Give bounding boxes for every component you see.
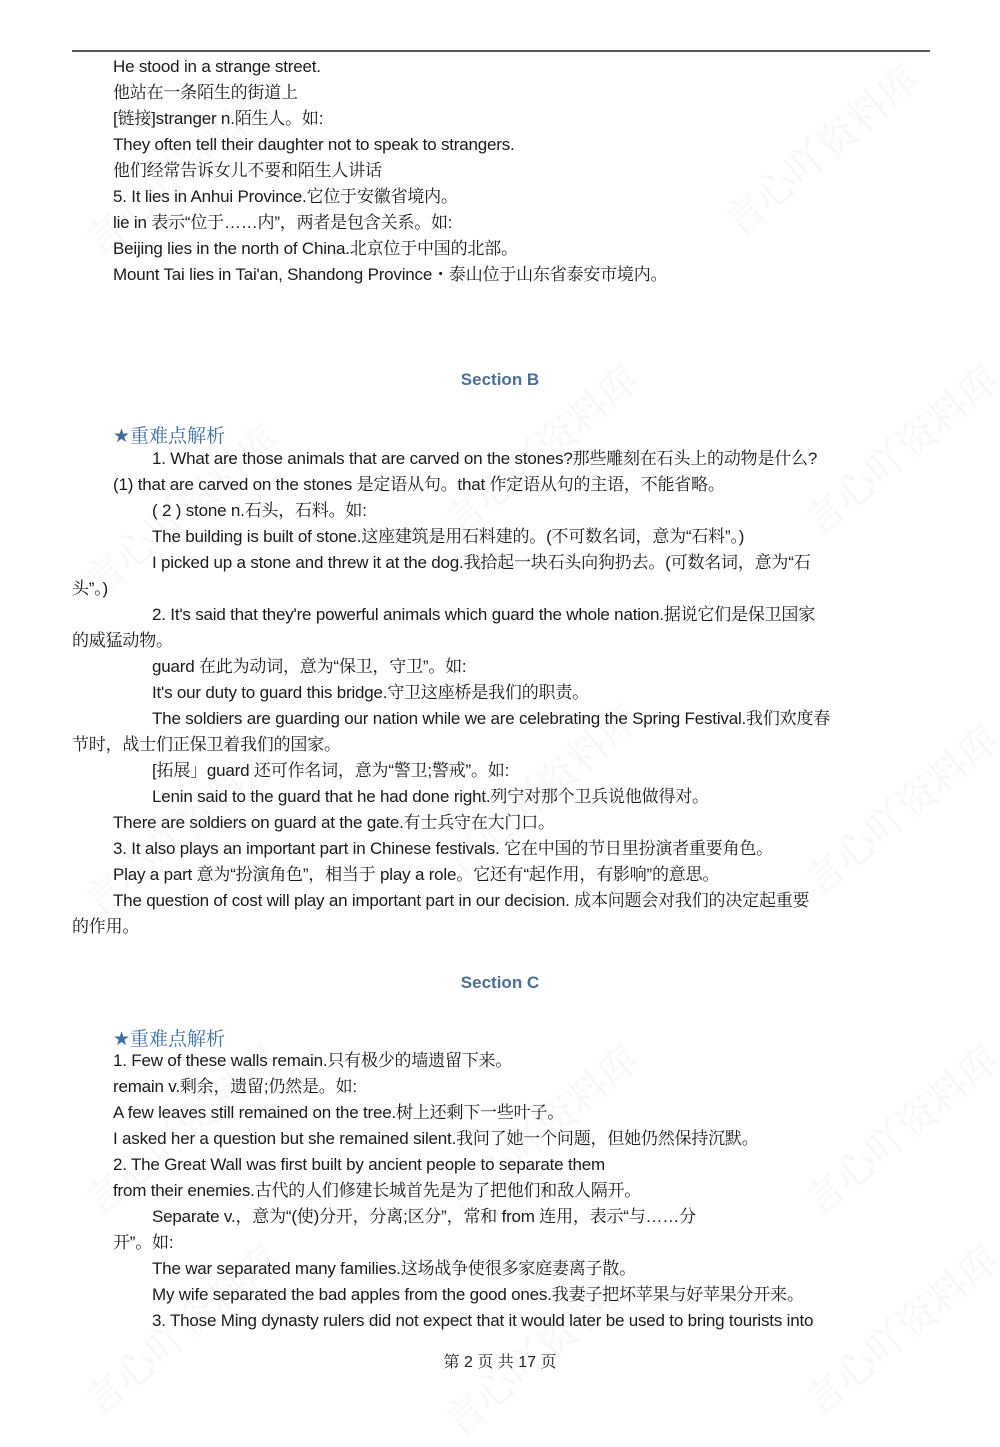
text-line: 头”。) — [72, 579, 109, 598]
section-b-heading: ★重难点解析 — [113, 426, 226, 447]
section-b-title: Section B — [460, 370, 540, 389]
text-line: Mount Tai lies in Tai'an, Shandong Province・泰山位于山东省泰安市境内。 — [113, 265, 668, 284]
text-line: He stood in a strange street. — [113, 57, 321, 76]
section-c-heading: ★重难点解析 — [113, 1029, 226, 1050]
text-line: 1. Few of these walls remain.只有极少的墙遗留下来。 — [113, 1051, 513, 1070]
text-line: 的威猛动物。 — [72, 631, 173, 650]
text-line: 开”。如: — [113, 1233, 174, 1252]
text-line: They often tell their daughter not to speak to strangers. — [113, 135, 515, 154]
text-line: 他站在一条陌生的街道上 — [113, 83, 298, 102]
text-line: I picked up a stone and threw it at the dog.我拾起一块石头向狗扔去。(可数名词，意为“石 — [152, 553, 811, 572]
text-line: The soldiers are guarding our nation while we are celebrating the Spring Festival.我们欢度春 — [152, 709, 831, 728]
text-line: I asked her a question but she remained silent.我问了她一个问题，但她仍然保持沉默。 — [113, 1129, 759, 1148]
text-line: 节时，战士们正保卫着我们的国家。 — [72, 735, 341, 754]
text-line: Lenin said to the guard that he had done right.列宁对那个卫兵说他做得对。 — [152, 787, 709, 806]
text-line: ( 2 ) stone n.石头，石料。如: — [152, 501, 367, 520]
text-line: 2. The Great Wall was first built by ancient people to separate them — [113, 1155, 605, 1174]
text-line: The building is built of stone.这座建筑是用石料建的。(不可数名词，意为“石料”。) — [152, 527, 745, 546]
watermark-text — [790, 710, 1000, 908]
text-line: The war separated many families.这场战争使很多家庭妻离子散。 — [152, 1259, 636, 1278]
text-line: lie in 表示“位于……内”，两者是包含关系。如: — [113, 213, 453, 232]
text-line: Beijing lies in the north of China.北京位于中国的北部。 — [113, 239, 518, 258]
text-line: 1. What are those animals that are carved on the stones?那些雕刻在石头上的动物是什么? — [152, 449, 818, 468]
watermark-text — [710, 50, 930, 248]
section-c-title: Section C — [460, 973, 540, 992]
text-line: (1) that are carved on the stones 是定语从句。that 作定语从句的主语，不能省略。 — [113, 475, 725, 494]
text-line: 3. It also plays an important part in Chinese festivals. 它在中国的节日里扮演者重要角色。 — [113, 839, 773, 858]
text-line: The question of cost will play an important part in our decision. 成本问题会对我们的决定起重要 — [113, 891, 810, 910]
watermark-text — [790, 1230, 1000, 1428]
text-line: There are soldiers on guard at the gate.有士兵守在大门口。 — [113, 813, 555, 832]
text-line: guard 在此为动词，意为“保卫，守卫”。如: — [152, 657, 467, 676]
text-line: Separate v.，意为“(使)分开，分离;区分”，常和 from 连用，表示“与……分 — [152, 1207, 696, 1226]
text-line: remain v.剩余，遗留;仍然是。如: — [113, 1077, 357, 1096]
text-line: 2. It's said that they're powerful animals which guard the whole nation.据说它们是保卫国家 — [152, 605, 816, 624]
text-line: A few leaves still remained on the tree.树上还剩下一些叶子。 — [113, 1103, 565, 1122]
text-line: 他们经常告诉女儿不要和陌生人讲话 — [113, 161, 382, 180]
text-line: My wife separated the bad apples from the good ones.我妻子把坏苹果与好苹果分开来。 — [152, 1285, 804, 1304]
page-number-footer: 第 2 页 共 17 页 — [443, 1354, 557, 1371]
text-line: 5. It lies in Anhui Province.它位于安徽省境内。 — [113, 187, 458, 206]
text-line: 的作用。 — [72, 917, 140, 936]
text-line: 3. Those Ming dynasty rulers did not expect that it would later be used to bring tourists into — [152, 1311, 814, 1330]
text-line: It's our duty to guard this bridge.守卫这座桥是我们的职责。 — [152, 683, 589, 702]
text-line: Play a part 意为“扮演角色”，相当于 play a role。它还有“起作用，有影响”的意思。 — [113, 865, 720, 884]
text-line: [拓展」guard 还可作名词，意为“警卫;警戒”。如: — [152, 761, 510, 780]
text-line: [链接]stranger n.陌生人。如: — [113, 109, 324, 128]
header-rule — [72, 50, 930, 52]
watermark-text — [790, 1030, 1000, 1228]
text-line: from their enemies.古代的人们修建长城首先是为了把他们和敌人隔开。 — [113, 1181, 642, 1200]
